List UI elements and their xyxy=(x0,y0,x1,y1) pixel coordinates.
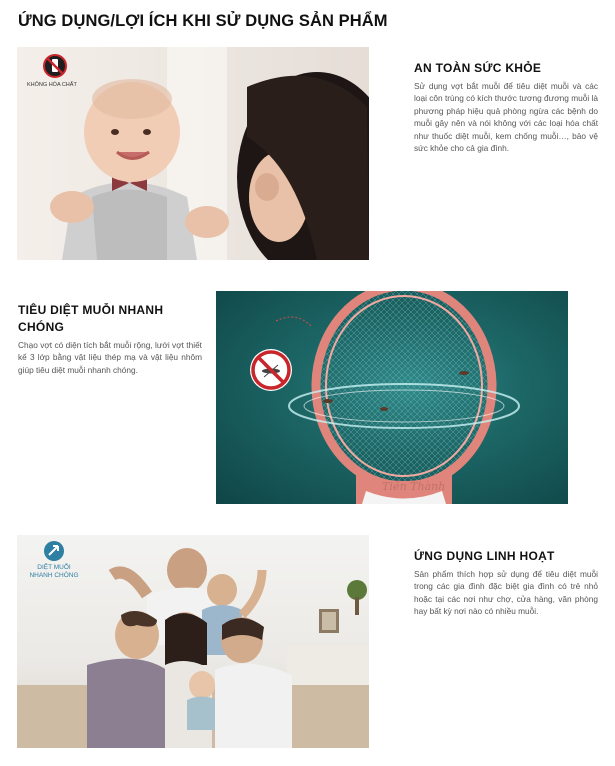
baby-photo xyxy=(17,47,369,260)
section-body-health-safety: Sử dụng vợt bắt muỗi để tiêu diệt muỗi và các loại côn trùng có kích thước tương đương muỗi là phương pháp hiệu quả phòng ngừa các bệnh do muỗi gây nên và nói không với các loại hóa chất như thuốc diệt muỗi, kem chống muỗi…, bảo vệ sức khỏe cho cả gia đình. xyxy=(414,81,598,154)
family-photo xyxy=(17,535,369,748)
racket-illustration xyxy=(216,291,568,504)
page-title: ỨNG DỤNG/LỢI ÍCH KHI SỬ DỤNG SẢN PHẨM xyxy=(18,12,388,30)
section-body-fast-kill: Chạo vợt có diện tích bắt muỗi rộng, lưới vợt thiết kế 3 lớp bằng vật liệu thép mạ và vật liệu nhôm giúp tiêu diệt muỗi nhanh chóng. xyxy=(18,340,202,375)
no-mosquito-icon xyxy=(248,347,294,393)
section-body-flexible-use: Sản phẩm thích hợp sử dụng để tiêu diệt muỗi trong các gia đình đặc biệt gia đình có trẻ nhỏ hoặc tại các nơi như chợ, cửa hàng, văn phòng hay bất kỳ nơi nào có nhiều muỗi. xyxy=(414,569,598,617)
fast-kill-label-line1: DIỆT MUỖI xyxy=(37,564,71,571)
no-chemical-label: KHÔNG HÓA CHẤT xyxy=(27,82,77,88)
no-chemical-icon xyxy=(42,53,68,79)
section-title-fast-kill: TIÊU DIỆT MUỖI NHANH CHÓNG xyxy=(18,303,164,334)
fast-kill-icon xyxy=(42,539,66,563)
no-chemical-badge xyxy=(25,53,85,93)
section-title-health-safety: AN TOÀN SỨC KHỎE xyxy=(414,61,542,75)
racket-photo xyxy=(216,291,568,504)
section-title-flexible-use: ỨNG DỤNG LINH HOẠT xyxy=(414,549,555,563)
fast-kill-badge xyxy=(23,539,85,583)
fast-kill-label-line2: NHANH CHÓNG xyxy=(29,572,79,579)
brand-watermark: Tiến Thành xyxy=(382,480,446,493)
